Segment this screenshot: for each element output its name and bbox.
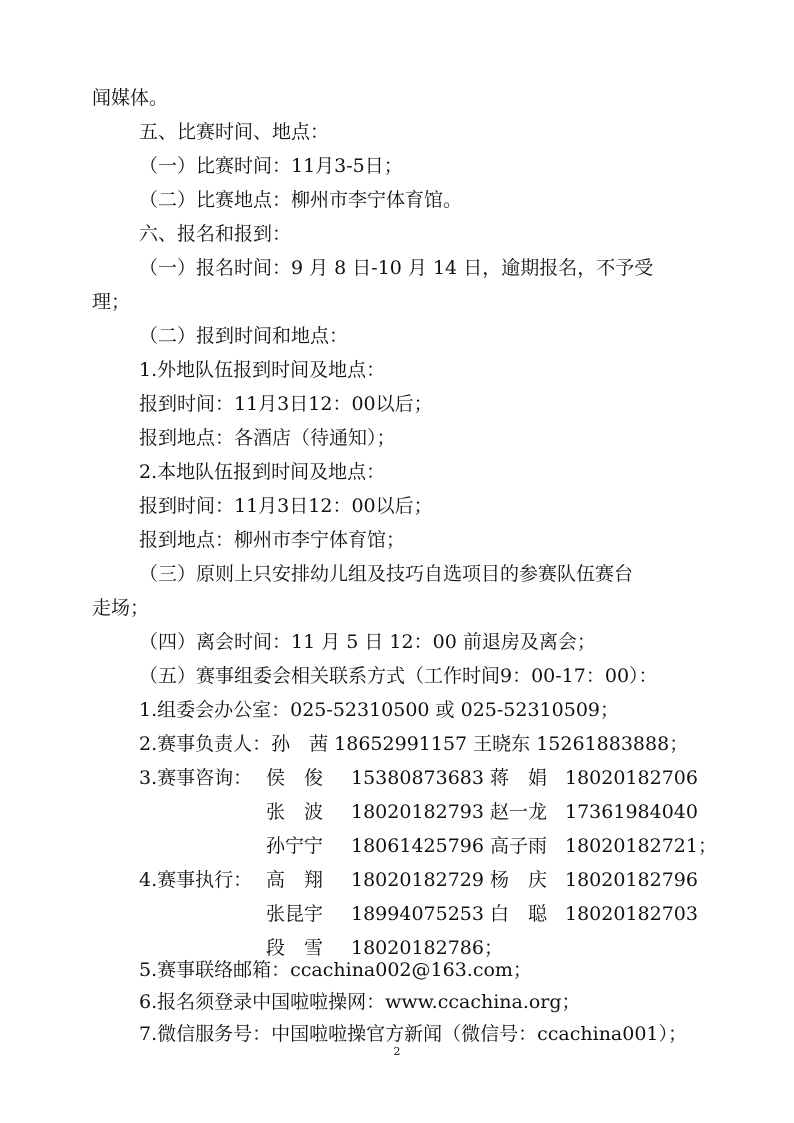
text-line: （二）比赛地点：柳州市李宁体育馆。 <box>139 189 463 211</box>
text-line: 理； <box>92 291 131 313</box>
text-line: 2.赛事负责人：孙 茜 18652991157 王晓东 15261883888； <box>139 733 689 755</box>
text-line: 1.组委会办公室：025-52310500 或 025-52310509； <box>139 699 619 721</box>
section-heading: 五、比赛时间、地点： <box>139 121 330 143</box>
contact-name: 张昆宇 <box>266 903 324 925</box>
contact-phone: 18020182703 <box>565 903 698 925</box>
contact-name: 张 波 <box>266 801 324 823</box>
contact-phone: 18020182786； <box>351 937 503 959</box>
text-line: 报到时间：11月3日12：00以后； <box>139 393 433 415</box>
contact-phone: 18020182793 <box>351 801 484 823</box>
contact-phone: 18020182729 <box>351 869 484 891</box>
contact-name: 高 翔 <box>266 869 324 891</box>
contact-phone: 17361984040 <box>565 801 698 823</box>
text-line: （一）比赛时间：11月3-5日； <box>139 155 403 177</box>
text-line: 报到地点：各酒店（待通知）； <box>139 427 396 449</box>
section-heading: 六、报名和报到： <box>139 223 292 245</box>
contact-phone: 18061425796 <box>351 835 484 857</box>
contact-name: 白 聪 <box>490 903 548 925</box>
contact-phone: 18020182706 <box>565 767 698 789</box>
contact-wechat-line: 7.微信服务号：中国啦啦操官方新闻（微信号：ccachina001）； <box>139 1023 688 1045</box>
contact-name: 段 雪 <box>266 937 324 959</box>
contact-name: 杨 庆 <box>490 869 548 891</box>
contact-name: 赵一龙 <box>490 801 548 823</box>
text-line: 报到时间：11月3日12：00以后； <box>139 495 433 517</box>
contact-email-line: 5.赛事联络邮箱：ccachina002@163.com； <box>139 959 532 981</box>
text-line: （一）报名时间：9 月 8 日-10 月 14 日，逾期报名，不予受 <box>139 257 654 279</box>
contact-name: 孙宁宁 <box>266 835 324 857</box>
text-line: 报到地点：柳州市李宁体育馆； <box>139 529 406 551</box>
consult-label: 3.赛事咨询： <box>139 767 253 789</box>
text-line: 闻媒体。 <box>92 87 169 109</box>
contact-name: 蒋 娟 <box>490 767 548 789</box>
text-line: 2.本地队伍报到时间及地点： <box>139 461 386 483</box>
text-line: 走场； <box>92 597 150 619</box>
contact-name: 侯 俊 <box>266 767 324 789</box>
text-line: （四）离会时间：11 月 5 日 12：00 前退房及离会； <box>139 631 596 653</box>
contact-phone: 15380873683 <box>351 767 484 789</box>
page-number: 2 <box>393 1045 401 1058</box>
contact-phone: 18020182721； <box>565 835 717 857</box>
text-line: （三）原则上只安排幼儿组及技巧自选项目的参赛队伍赛台 <box>139 563 634 585</box>
contact-phone: 18994075253 <box>351 903 484 925</box>
contact-name: 高子雨 <box>490 835 548 857</box>
contact-phone: 18020182796 <box>565 869 698 891</box>
contact-website-line: 6.报名须登录中国啦啦操网：www.ccachina.org； <box>139 991 581 1013</box>
text-line: （二）报到时间和地点： <box>139 325 349 347</box>
text-line: （五）赛事组委会相关联系方式（工作时间9：00-17：00）： <box>139 665 658 687</box>
text-line: 1.外地队伍报到时间及地点： <box>139 359 386 381</box>
exec-label: 4.赛事执行： <box>139 869 253 891</box>
